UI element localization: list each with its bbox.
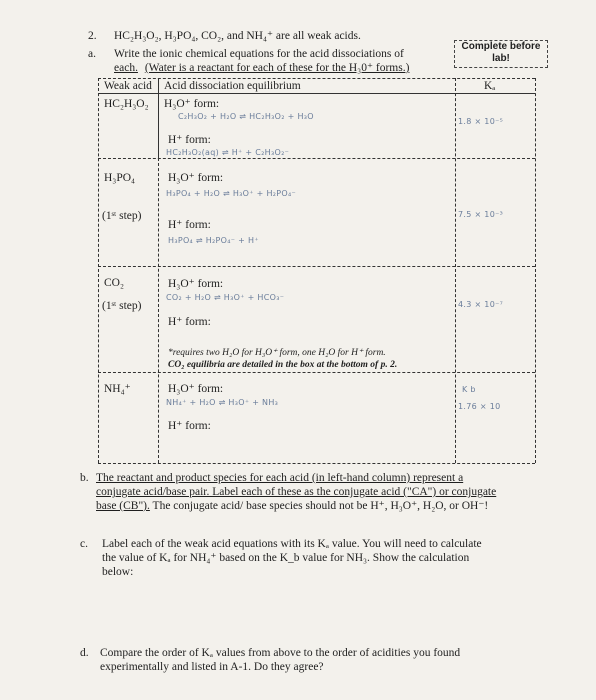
complete-before-lab-box: Complete before lab!	[454, 40, 548, 68]
part-c-line2: the value of Kₐ for NH₄⁺ based on the K_b value for NH₃. Show the calculation	[102, 552, 470, 564]
part-b-line1: The reactant and product species for each acid (in left-hand column) represent a	[96, 472, 464, 484]
h3o-form-label: H₃O⁺ form:	[168, 383, 224, 395]
part-d-letter: d.	[80, 647, 89, 659]
part-c-letter: c.	[80, 538, 88, 550]
h3o-form-label: H₃O⁺ form:	[168, 278, 224, 290]
table-header-line	[98, 93, 535, 94]
h-form-label: H⁺ form:	[168, 134, 211, 146]
part-c-line3: below:	[102, 566, 134, 578]
acid-step: (1ˢᵗ step)	[102, 300, 142, 312]
part-a-each: each.	[114, 62, 138, 74]
handwritten-equation: C₂H₃O₂ + H₂O ⇌ HC₂H₃O₂ + H₃O	[178, 112, 314, 121]
h-form-label: H⁺ form:	[168, 316, 211, 328]
acid-step: (1ˢᵗ step)	[102, 210, 142, 222]
handwritten-ka: 1.8 × 10⁻⁵	[458, 117, 504, 126]
part-b-letter: b.	[80, 472, 89, 484]
h3o-form-label: H₃O⁺ form:	[164, 98, 220, 110]
h3o-form-label: H₃O⁺ form:	[168, 172, 224, 184]
co2-footnote-bold: CO₂ equilibria are detailed in the box at the bottom of p. 2.	[168, 360, 398, 370]
table-top-border	[98, 78, 535, 79]
acid-name: CO₂	[104, 277, 124, 289]
part-d-line1: Compare the order of Kₐ values from above to the order of acidities you found	[100, 647, 461, 659]
handwritten-equation: H₃PO₄ ⇌ H₂PO₄⁻ + H⁺	[168, 236, 259, 245]
handwritten-equation: HC₂H₃O₂(aq) ⇌ H⁺ + C₂H₃O₂⁻	[166, 148, 290, 157]
part-d-line2: experimentally and listed in A-1. Do they agree?	[100, 661, 324, 673]
handwritten-kb-label: K b	[462, 385, 476, 394]
handwritten-ka: 4.3 × 10⁻⁷	[458, 300, 504, 309]
table-left-border	[98, 78, 99, 463]
part-b-line3-rest: The conjugate acid/ base species should not be H⁺, H₃O⁺, H₂O, or OH⁻!	[149, 500, 489, 512]
co2-footnote: *requires two H₂O for H₃O⁺ form, one H₂O for H⁺ form.	[168, 348, 386, 358]
acid-name: H₃PO₄	[104, 172, 136, 184]
handwritten-equation: CO₂ + H₂O ⇌ H₃O⁺ + HCO₃⁻	[166, 293, 285, 302]
part-a-line1: Write the ionic chemical equations for the acid dissociations of	[114, 48, 404, 60]
part-a-water-note: (Water is a reactant for each of these for the H₃0⁺ forms.)	[144, 62, 410, 74]
handwritten-ka: 1.76 × 10	[458, 402, 501, 411]
table-right-border	[535, 78, 536, 463]
handwritten-ka: 7.5 × 10⁻³	[458, 210, 504, 219]
part-a-letter: a.	[88, 48, 96, 60]
table-bottom-border	[98, 463, 535, 464]
part-b-line2: conjugate acid/base pair. Label each of these as the conjugate acid ("CA") or conjugate	[96, 486, 497, 498]
header-ka: Kₐ	[484, 80, 496, 92]
part-b-line3-underlined: base (CB").	[96, 500, 150, 512]
h-form-label: H⁺ form:	[168, 420, 211, 432]
part-a-line2	[114, 62, 409, 75]
question-number: 2.	[88, 30, 97, 42]
table-ka-divider	[455, 78, 456, 463]
question-heading: HC₂H₃O₂, H₃PO₄, CO₂, and NH₄⁺ are all weak acids.	[114, 30, 361, 42]
row-divider	[98, 266, 535, 267]
header-dissociation: Acid dissociation equilibrium	[164, 80, 301, 92]
row-divider	[98, 372, 535, 373]
row-divider	[98, 158, 535, 159]
h-form-label: H⁺ form:	[168, 219, 211, 231]
part-b-line3	[96, 500, 488, 513]
header-weak-acid: Weak acid	[104, 80, 152, 92]
acid-name: HC₂H₃O₂	[104, 98, 149, 110]
part-c-line1: Label each of the weak acid equations with its Kₐ value. You will need to calculate	[102, 538, 482, 550]
table-col-divider-lower	[158, 158, 159, 463]
table-col-divider	[158, 78, 159, 158]
acid-name: NH₄⁺	[104, 383, 131, 395]
handwritten-equation: NH₄⁺ + H₂O ⇌ H₃O⁺ + NH₃	[166, 398, 279, 407]
handwritten-equation: H₃PO₄ + H₂O ⇌ H₃O⁺ + H₂PO₄⁻	[166, 189, 297, 198]
